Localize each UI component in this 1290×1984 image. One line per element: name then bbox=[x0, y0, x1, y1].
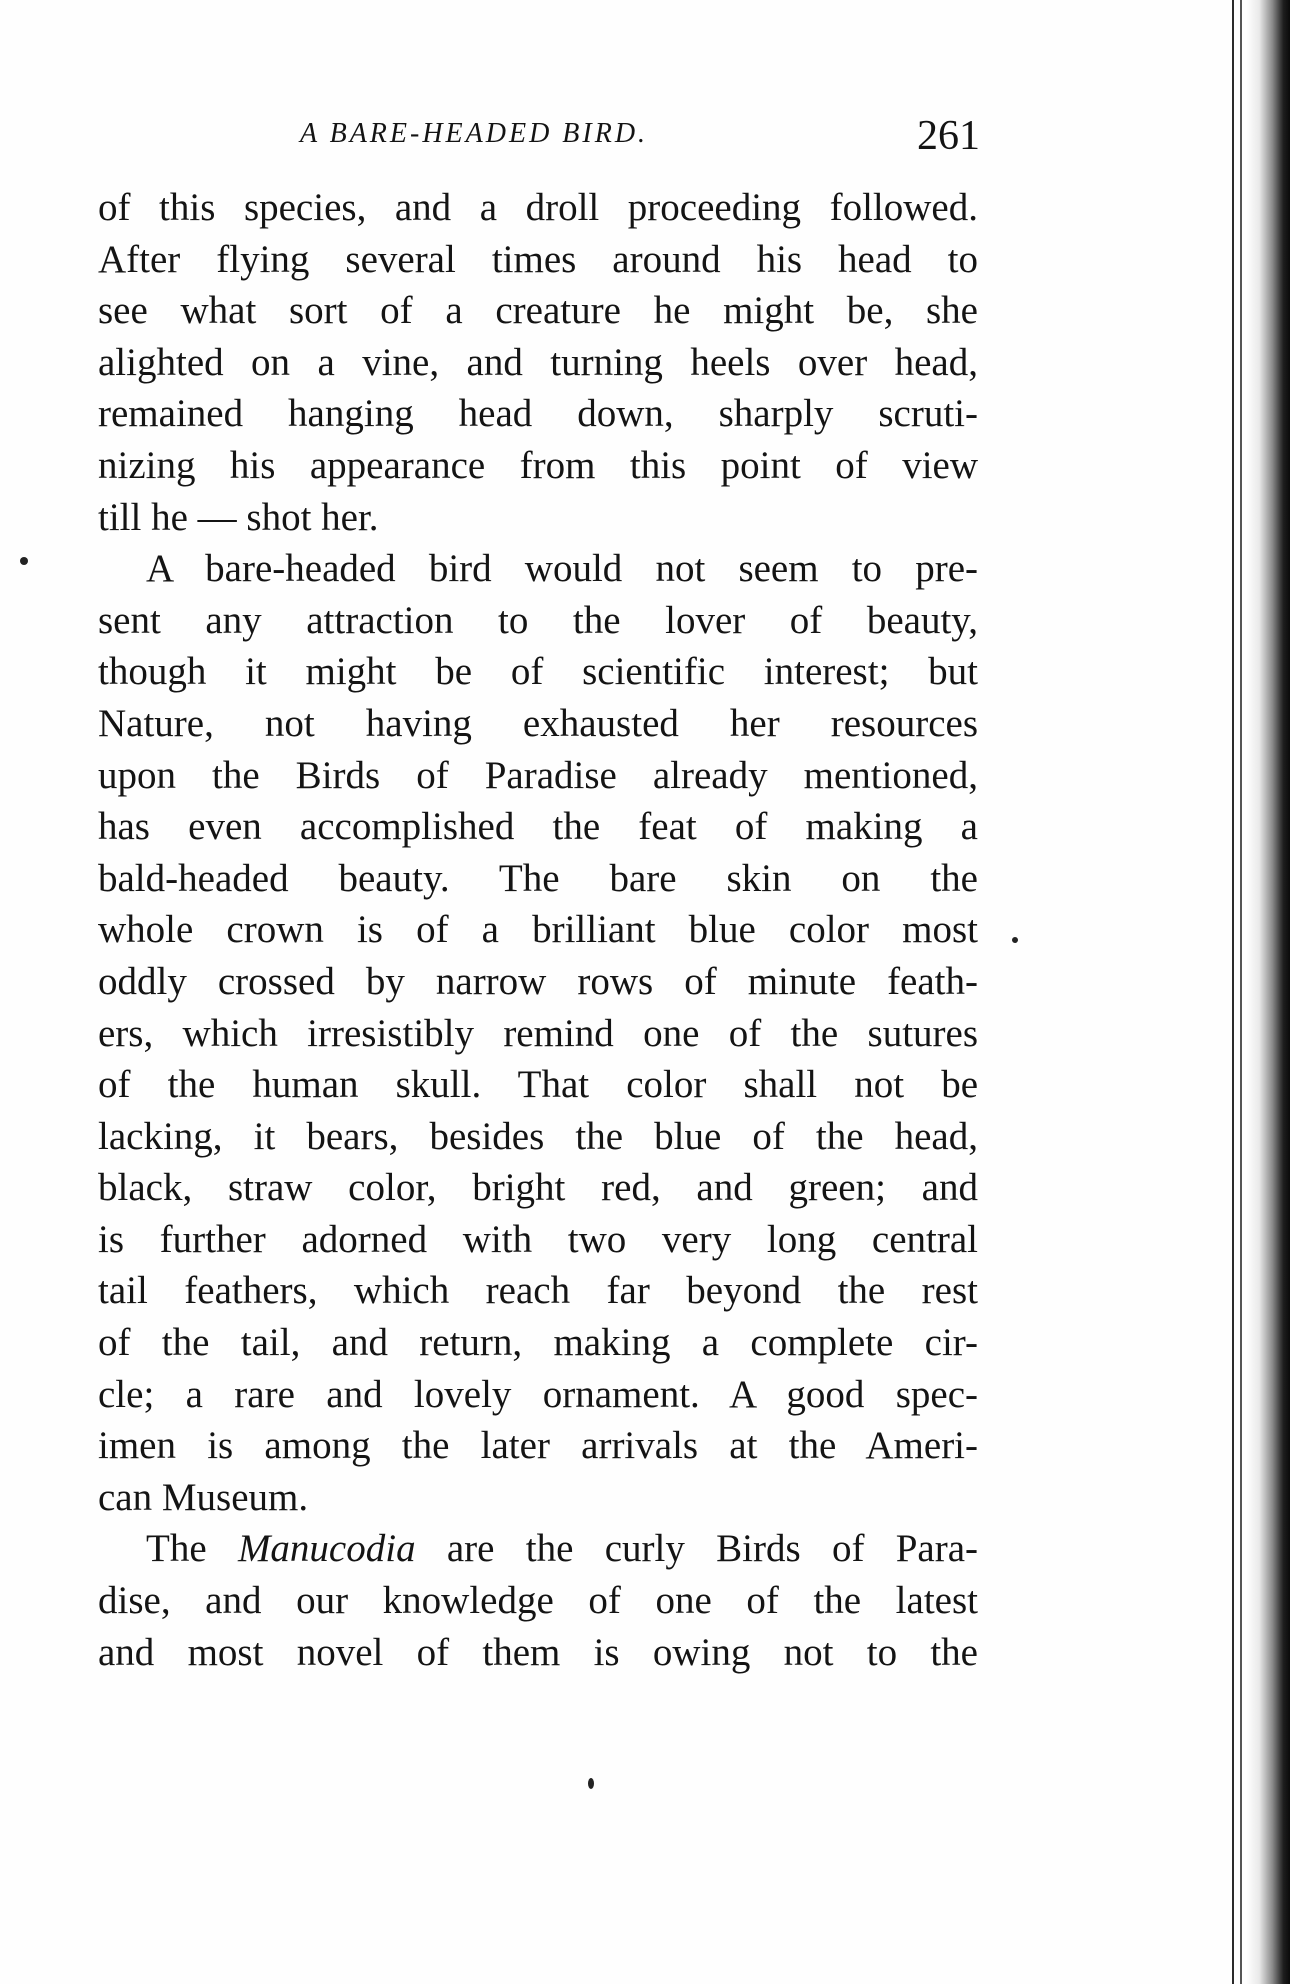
text-line: tail feathers, which reach far beyond the rest bbox=[98, 1269, 978, 1313]
book-binding-edge bbox=[1246, 0, 1290, 1984]
text-line: dise, and our knowledge of one of the latest bbox=[98, 1579, 978, 1623]
text-line: cle; a rare and lovely ornament. A good spec- bbox=[98, 1372, 978, 1416]
text-line: see what sort of a creature he might be, she bbox=[98, 289, 978, 333]
text-line: is further adorned with two very long central bbox=[98, 1217, 978, 1261]
text-line: whole crown is of a brilliant blue color most bbox=[98, 908, 978, 952]
text-line bbox=[98, 1523, 978, 1575]
print-speck bbox=[1012, 937, 1018, 943]
text-line: sent any attraction to the lover of beauty, bbox=[98, 598, 978, 642]
text-line: After flying several times around his head to bbox=[98, 237, 978, 281]
text-fragment: The bbox=[146, 1527, 238, 1571]
paragraph-1 bbox=[98, 182, 978, 543]
text-fragment: are the curly Birds of Para- bbox=[415, 1527, 979, 1571]
print-speck bbox=[588, 1778, 594, 1789]
text-line: imen is among the later arrivals at the Ameri- bbox=[98, 1424, 978, 1468]
text-line: A bare-headed bird would not seem to pre- bbox=[146, 547, 978, 591]
text-line: nizing his appearance from this point of view bbox=[98, 443, 978, 487]
text-line: has even accomplished the feat of making a bbox=[98, 805, 978, 849]
text-line: can Museum. bbox=[98, 1475, 309, 1519]
text-line: though it might be of scientific interest; but bbox=[98, 650, 978, 694]
print-speck bbox=[20, 557, 28, 565]
text-line: upon the Birds of Paradise already mentioned, bbox=[98, 753, 978, 797]
text-line: black, straw color, bright red, and green; and bbox=[98, 1166, 978, 1210]
text-line: of this species, and a droll proceeding followed. bbox=[98, 186, 978, 229]
text-line: oddly crossed by narrow rows of minute feath- bbox=[98, 959, 978, 1003]
page-number: 261 bbox=[917, 113, 980, 159]
text-line: ers, which irresistibly remind one of the sutures bbox=[98, 1011, 978, 1055]
text-line: Nature, not having exhausted her resources bbox=[98, 701, 978, 745]
text-line: lacking, it bears, besides the blue of the head, bbox=[98, 1114, 978, 1158]
running-title: A BARE-HEADED BIRD. bbox=[300, 118, 649, 149]
binding-line bbox=[1232, 0, 1234, 1984]
text-line: bald-headed beauty. The bare skin on the bbox=[98, 856, 978, 900]
text-line: till he — shot her. bbox=[98, 495, 379, 539]
italic-genus-name: Manucodia bbox=[237, 1527, 416, 1571]
paragraph-2 bbox=[98, 543, 978, 1523]
text-line: of the tail, and return, making a complete cir- bbox=[98, 1321, 978, 1365]
text-line: and most novel of them is owing not to the bbox=[98, 1630, 978, 1674]
text-line: remained hanging head down, sharply scruti- bbox=[98, 392, 978, 436]
running-head bbox=[300, 112, 980, 172]
paragraph-3 bbox=[98, 1523, 978, 1678]
text-line: of the human skull. That color shall not be bbox=[98, 1063, 978, 1107]
text-line: alighted on a vine, and turning heels over head, bbox=[98, 340, 978, 384]
body-text bbox=[98, 182, 978, 1678]
binding-line bbox=[1240, 0, 1242, 1984]
